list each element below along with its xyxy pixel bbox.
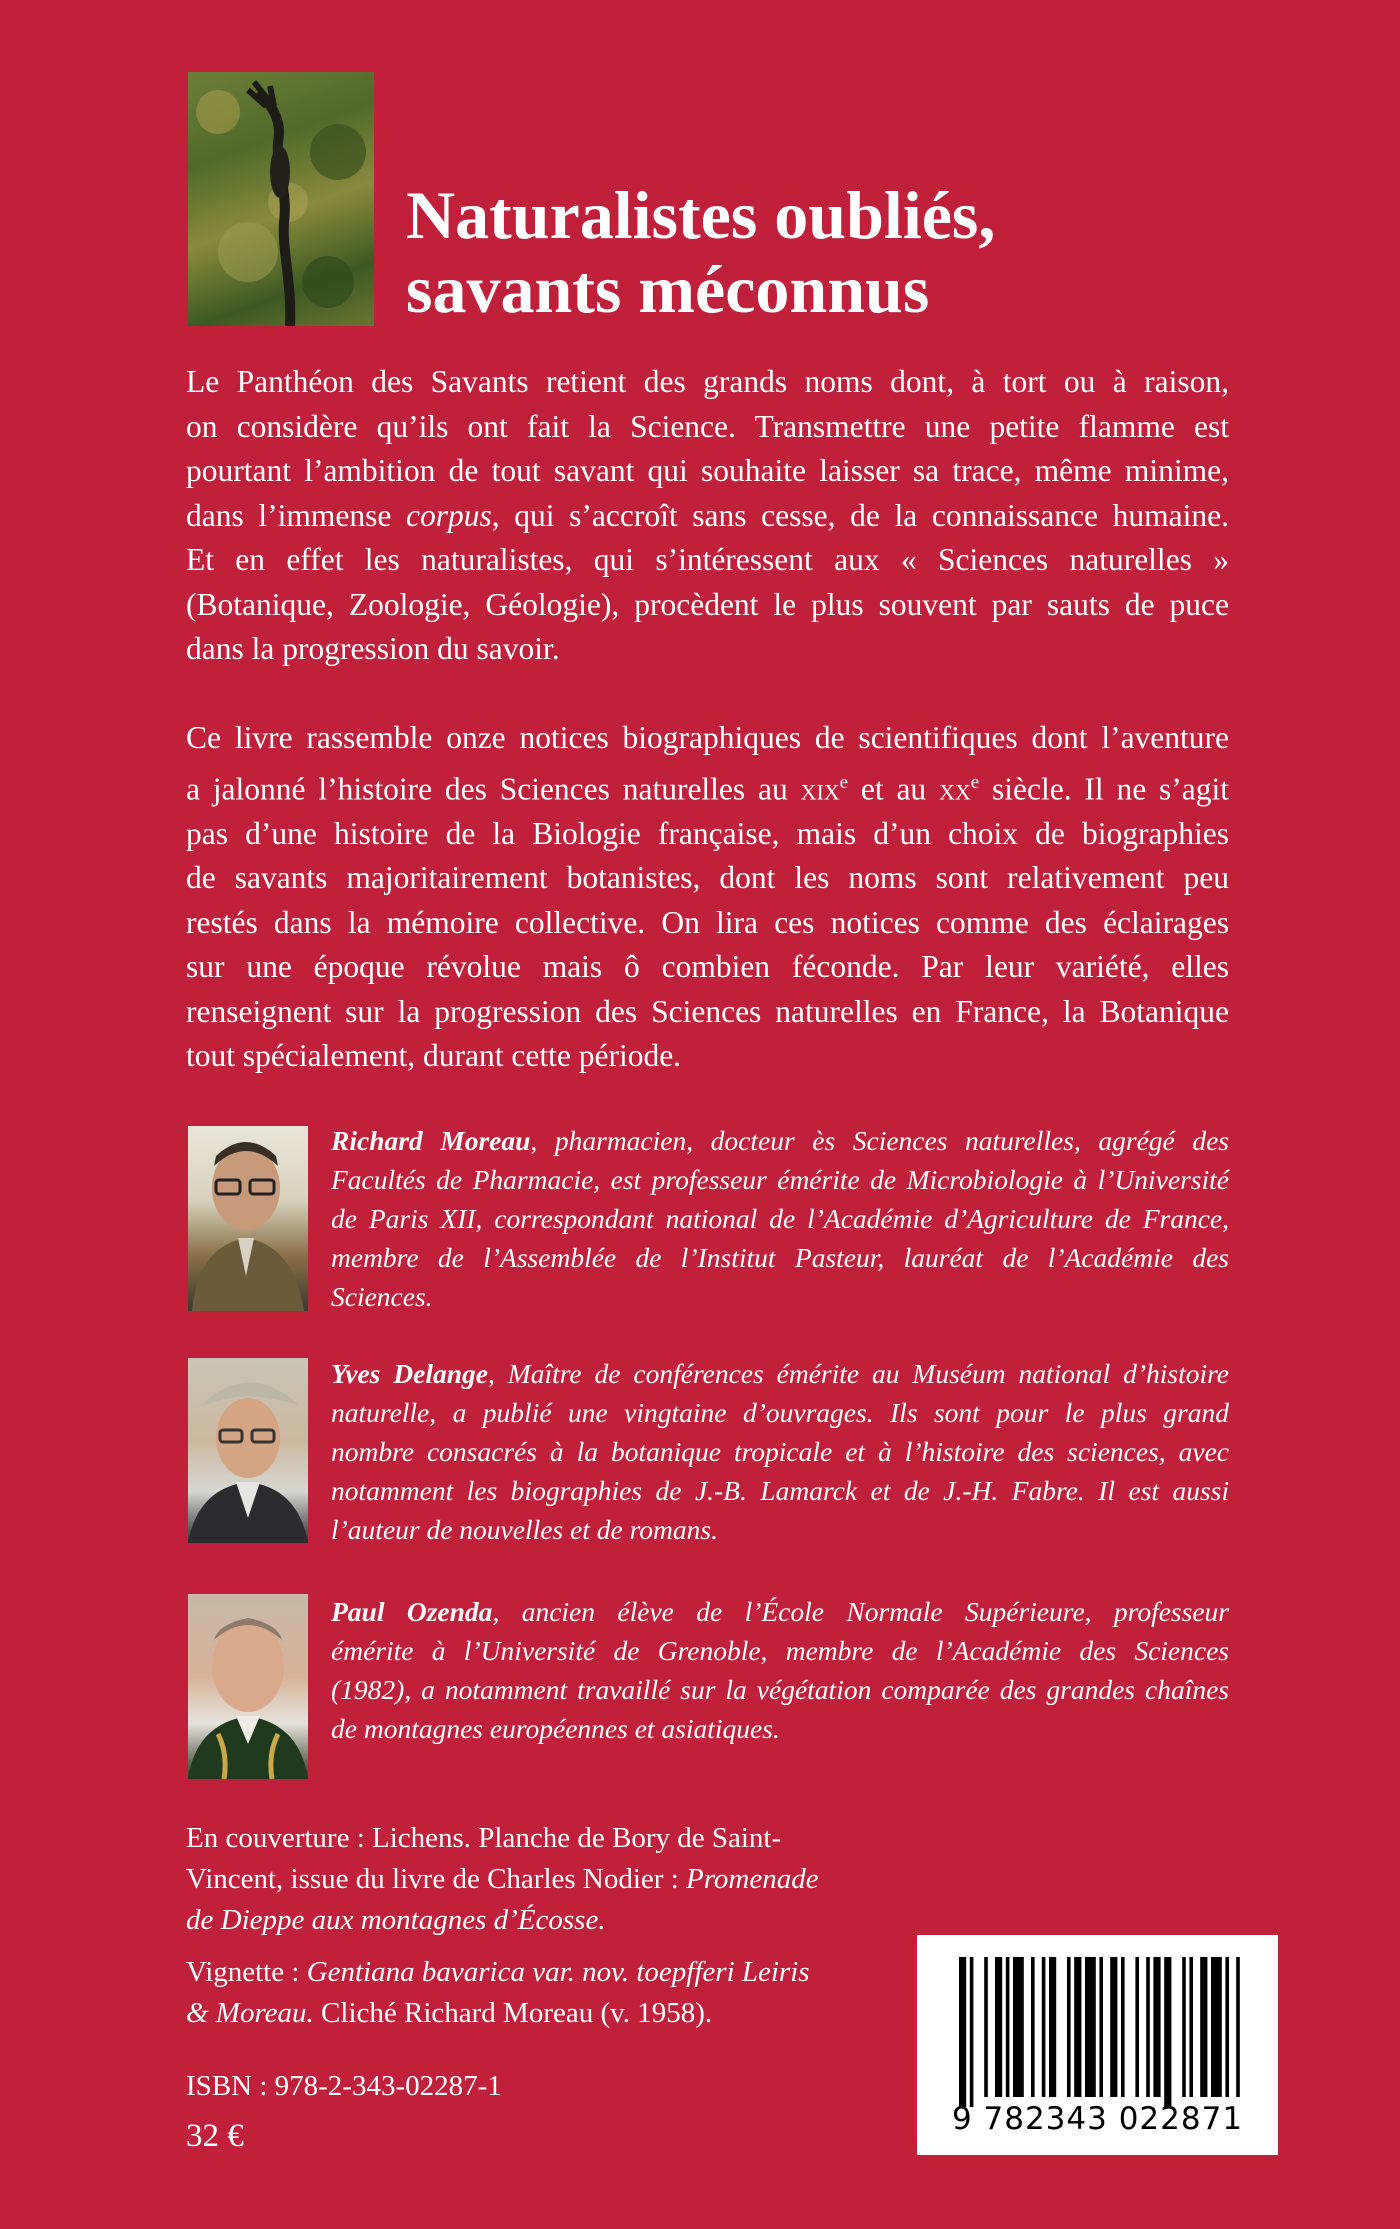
barcode-bar [1031,1957,1035,2097]
author-photo-richard-moreau [188,1126,308,1311]
barcode [917,1935,1278,2155]
barcode-bar [1099,1957,1103,2097]
corpus-italic: corpus [406,497,492,533]
cover-credit: En couverture : Lichens. Planche de Bory de Saint- Vincent, issue du livre de Charles Nodier : Promenade de Dieppe aux montagnes d’Écosse. [186,1822,819,1936]
barcode-bar [1110,1957,1117,2097]
author-bio-paul-ozenda: Paul Ozenda, ancien élève de l’École Normale Supérieure, professeur émérite à l’Université de Grenoble, membre de l’Académie des Sciences (1982), a notamment travaillé sur la végétation comparée des grandes chaînes de montagnes européennes et asiatiques. [331,1596,1229,1744]
barcode-bar [1006,1957,1010,2097]
isbn: ISBN : 978-2-343-02287-1 [186,2070,502,2102]
barcode-bar [1135,1957,1139,2097]
text-line: pourtant l’ambition de tout savant qui souhaite laisser sa trace, même minime, [186,453,1229,488]
vignette-credit: Vignette : Gentiana bavarica var. nov. toepfferi Leiris & Moreau. Cliché Richard Moreau (v. 1958). [186,1956,810,2029]
barcode-bar [1153,1957,1160,2097]
author-bio-richard-moreau: Richard Moreau, pharmacien, docteur ès Sciences naturelles, agrégé des Facultés de Pharmacie, est professeur émérite de Microbiologie à l’Université de Paris XII, correspondant national de l’Académie d’Agriculture de France, membre de l’Assemblée de l’Institut Pasteur, lauréat de l’Académie des Sciences. [331,1125,1229,1312]
text-line: dans la progression du savoir. [186,631,560,666]
barcode-bar [970,1957,974,2107]
author-bio-yves-delange: Yves Delange, Maître de conférences émérite au Muséum national d’histoire naturelle, a publié une vingtaine d’ouvrages. Ils sont pour le plus grand nombre consacrés à la botanique tropicale et à l’histoire des sciences, avec notamment les biographies de J.-B. Lamarck et de J.-H. Fabre. Il est aussi l’auteur de nouvelles et de romans. [331,1358,1230,1545]
barcode-bar [1200,1957,1207,2097]
barcode-bar [1225,1957,1229,2097]
author-photo-yves-delange [188,1358,308,1543]
text-line: (Botanique, Zoologie, Géologie), procèdent le plus souvent par sauts de puce [186,586,1229,622]
author-name: Richard Moreau [331,1125,531,1156]
text-line: tout spécialement, durant cette période. [186,1038,682,1073]
barcode-bar [1121,1957,1125,2097]
text-line: dans l’immense corpus, qui s’accroît sans cesse, de la connaissance humaine. [186,497,1229,533]
text-line: Le Panthéon des Savants retient des grands noms dont, à tort ou à raison, [186,364,1229,399]
author-photo-paul-ozenda [188,1594,308,1779]
price: 32 € [186,2118,244,2154]
text-line: sur une époque révolue mais ô combien féconde. Par leur variété, elles [186,949,1229,984]
vignette-photo [188,72,374,326]
text-line: renseignent sur la progression des Sciences naturelles en France, la Botanique [186,993,1229,1029]
barcode-bar [1182,1957,1186,2097]
barcode-bar [984,1957,988,2097]
barcode-bar [1236,1957,1240,2097]
barcode-bar [1085,1957,1096,2097]
barcode-bar [1067,1957,1071,2097]
barcode-bar [959,1957,966,2107]
intro-paragraph [186,360,1229,672]
text-line: a jalonné l’histoire des Sciences naturelles au xix$^e$ et au $xx^e$ siècle. Il ne s’agit [186,771,1229,806]
summary-paragraph [186,716,1229,1079]
barcode-bar [1189,1957,1193,2097]
author-name: Yves Delange [331,1358,489,1389]
text-line: restés dans la mémoire collective. On lira ces notices comme des éclairages [186,904,1229,940]
barcode-number: 9 782343 022871 [951,2101,1244,2137]
barcode-bar [1211,1957,1222,2097]
barcode-bar [1042,1957,1046,2097]
barcode-bar [1074,1957,1081,2097]
barcode-bar [1164,1957,1171,2107]
title-line-1: Naturalistes oubliés, [406,177,996,253]
text-line: pas d’une histoire de la Biologie française, mais d’un choix de biographies [186,815,1229,851]
text-line: Ce livre rassemble onze notices biographiques de scientifiques dont l’aventure [186,720,1229,755]
text-line: de savants majoritairement botanistes, dont les noms sont relativement peu [186,860,1229,895]
book-title [406,178,1106,326]
barcode-bar [1146,1957,1150,2097]
title-line-2: savants méconnus [406,251,930,327]
barcode-bar [1013,1957,1024,2097]
author-name: Paul Ozenda [331,1596,493,1627]
text-line: Et en effet les naturalistes, qui s’intéressent aux « Sciences naturelles » [186,542,1229,577]
barcode-bar [995,1957,1002,2097]
barcode-bar [1049,1957,1056,2097]
text-line: on considère qu’ils ont fait la Science. Transmettre une petite flamme est [186,408,1229,444]
